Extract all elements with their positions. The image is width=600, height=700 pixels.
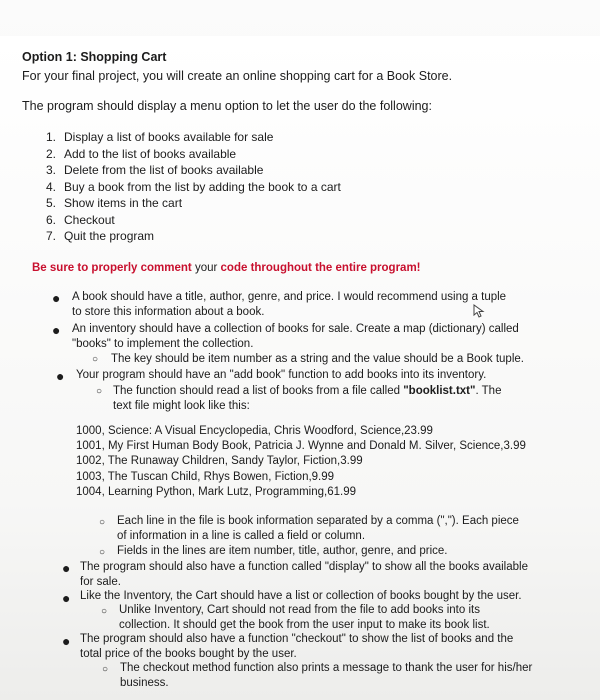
sub-bullet-fields: Fields in the lines are item number, title, author, genre, and price. bbox=[117, 545, 448, 557]
comment-warning: Be sure to properly comment your code throughout the entire program! bbox=[32, 262, 421, 274]
bullet-icon: ● bbox=[52, 290, 61, 306]
doc-title: Option 1: Shopping Cart bbox=[22, 50, 167, 64]
bullet-checkout-function: The program should also have a function "checkout" to show the list of books and the total price of the books bought by the user. bbox=[80, 633, 514, 660]
sub-bullet-icon: ○ bbox=[92, 354, 99, 365]
sub-bullet-icon: ○ bbox=[99, 547, 106, 558]
bullet-icon: ● bbox=[62, 633, 71, 649]
intro-text: For your final project, you will create an online shopping cart for a Book Store. bbox=[22, 69, 453, 83]
bullet-add-book: Your program should have an "add book" function to add books into its inventory. bbox=[76, 369, 487, 381]
bullet-inventory-map: An inventory should have a collection of books for sale. Create a map (dictionary) called "books" to implement the collection. bbox=[72, 323, 519, 350]
menu-list bbox=[46, 129, 341, 245]
bullet-cart: Like the Inventory, the Cart should have a list or collection of books bought by the user. bbox=[80, 590, 522, 602]
list-item: 1. Display a list of books available for sale bbox=[46, 130, 274, 144]
bullet-display-function: The program should also have a function called "display" to show all the books available for sale. bbox=[80, 561, 528, 588]
code-line: 1004, Learning Python, Mark Lutz, Programming,61.99 bbox=[76, 485, 356, 498]
bullet-book-tuple: A book should have a title, author, genre, and price. I would recommend using a tuple to store this information about a book. bbox=[72, 291, 507, 318]
sub-bullet-line-format: Each line in the file is book information separated by a comma (","). Each piece of information in a line is called a field or column. bbox=[117, 515, 519, 542]
sub-bullet-icon: ○ bbox=[96, 386, 103, 397]
list-item: 2. Add to the list of books available bbox=[46, 146, 237, 161]
bullet-icon: ● bbox=[62, 590, 71, 606]
mouse-cursor-icon bbox=[473, 304, 485, 318]
sub-bullet-icon: ○ bbox=[101, 606, 108, 617]
sub-bullet-key: The key should be item number as a string and the value should be a Book tuple. bbox=[111, 353, 524, 365]
bullet-icon: ● bbox=[62, 560, 71, 576]
code-line: 1002, The Runaway Children, Sandy Taylor, Fiction,3.99 bbox=[76, 455, 363, 468]
sub-bullet-icon: ○ bbox=[102, 664, 109, 675]
sub-bullet-booklist: The function should read a list of books from a file called "booklist.txt". The text file might look like this: bbox=[113, 385, 502, 412]
list-item: 6. Checkout bbox=[46, 212, 115, 227]
bullet-icon: ● bbox=[56, 368, 65, 384]
list-item: 5. Show items in the cart bbox=[46, 196, 183, 210]
code-line: 1000, Science: A Visual Encyclopedia, Chris Woodford, Science,23.99 bbox=[76, 425, 433, 437]
menu-prompt: The program should display a menu option to let the user do the following: bbox=[22, 99, 432, 113]
code-line: 1001, My First Human Body Book, Patricia J. Wynne and Donald M. Silver, Science,3.99 bbox=[76, 440, 526, 453]
sub-bullet-icon: ○ bbox=[99, 517, 106, 528]
bullet-icon: ● bbox=[52, 322, 61, 338]
list-item: 4. Buy a book from the list by adding the book to a cart bbox=[46, 179, 341, 194]
list-item: 3. Delete from the list of books available bbox=[46, 163, 264, 177]
sub-bullet-cart-input: Unlike Inventory, Cart should not read from the file to add books into its collection. It should get the book from the user input to make its book list. bbox=[119, 604, 490, 631]
list-item: 7. Quit the program bbox=[46, 229, 155, 243]
code-line: 1003, The Tuscan Child, Rhys Bowen, Fiction,9.99 bbox=[76, 470, 335, 483]
sub-bullet-thank-user: The checkout method function also prints a message to thank the user for his/her business. bbox=[120, 662, 533, 689]
booklist-sample bbox=[76, 424, 526, 500]
